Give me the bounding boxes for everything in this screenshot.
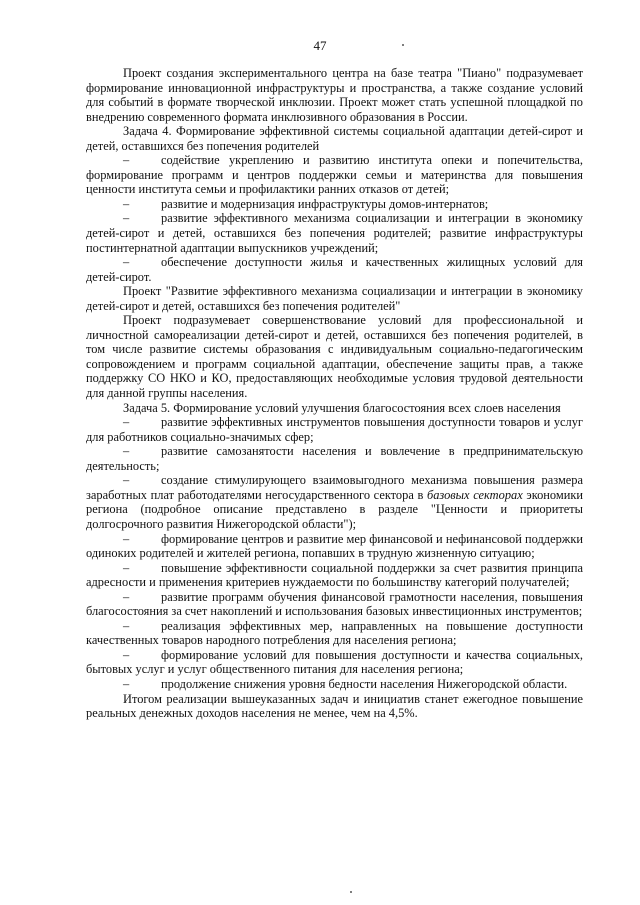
list-item: – продолжение снижения уровня бедности населения Нижегородской области.	[123, 676, 568, 691]
task-4-heading: Задача 4. Формирование эффективной системы социальной адаптации детей-сирот и детей, оставшихся без попечения родителей	[86, 124, 583, 153]
project-description: Проект подразумевает совершенствование условий для профессиональной и личностной самореализации детей-сирот и детей, оставшихся без попечения родителей, в том числе развитие системы образования с индивидуальным социально-педагогическим сопровождением и программ социальной адаптации, обеспечение защиты прав, а также поддержку СО НКО и КО, предоставляющих необходимые условия трудовой деятельности для данной группы населения.	[86, 313, 583, 401]
list-item: – обеспечение доступности жилья и качественных жилищных условий для детей-сирот.	[86, 255, 583, 284]
list-item: – повышение эффективности социальной поддержки за счет развития принципа адресности и применения критериев нуждаемости по большинству категорий получателей;	[86, 560, 583, 590]
list-item: – развитие программ обучения финансовой грамотности населения, повышения благосостояния за счет накоплений и использования базовых инвестиционных инструментов;	[86, 589, 583, 619]
dash-marker: –	[123, 676, 130, 691]
dash-marker: –	[123, 211, 130, 226]
task-5-heading: Задача 5. Формирование условий улучшения благосостояния всех слоев населения	[123, 400, 561, 415]
list-item: – развитие самозанятости населения и вовлечение в предпринимательскую деятельность;	[86, 444, 583, 473]
document-body	[86, 66, 583, 721]
emphasis-base-sectors: базовых секторах	[426, 487, 523, 502]
dash-marker: –	[123, 560, 130, 575]
dash-marker: –	[123, 531, 130, 546]
list-item: – развитие эффективного механизма социализации и интеграции в экономику детей-сирот и детей, оставшихся без попечения родителей; развитие инфраструктуры постинтернатной адаптации выпускников учреждений;	[86, 211, 583, 255]
scan-speck	[350, 891, 352, 893]
dash-marker: –	[123, 255, 130, 270]
list-item: – формирование условий для повышения доступности и качества социальных, бытовых услуг и услуг общественного питания для населения региона;	[86, 647, 583, 677]
list-item: – создание стимулирующего взаимовыгодного механизма повышения размера заработных плат работодателями негосударственного сектора в базовых секторах экономики региона (подробное описание представлено в разделе "Ценности и приоритеты долгосрочного развития Нижегородской области");	[86, 473, 583, 531]
list-item: – формирование центров и развитие мер финансовой и нефинансовой поддержки одиноких родителей и жителей региона, попавших в трудную жизненную ситуацию;	[86, 531, 583, 561]
dash-marker: –	[123, 415, 130, 430]
list-item: – содействие укреплению и развитию института опеки и попечительства, формирование программ и центров поддержки семьи и материнства для повышения ценности института семьи и профилактики ранних отказов от детей;	[86, 153, 583, 197]
dash-marker: –	[123, 589, 130, 604]
dash-marker: –	[123, 196, 130, 211]
conclusion-paragraph: Итогом реализации вышеуказанных задач и инициатив станет ежегодное повышение реальных денежных доходов населения не менее, чем на 4,5%.	[86, 691, 583, 721]
list-item: – развитие и модернизация инфраструктуры домов-интернатов;	[123, 196, 489, 211]
list-item: – развитие эффективных инструментов повышения доступности товаров и услуг для работников социально-значимых сфер;	[86, 415, 583, 444]
dash-marker: –	[123, 153, 130, 168]
dash-marker: –	[123, 473, 130, 488]
list-item: – реализация эффективных мер, направленных на повышение доступности качественных товаров народного потребления для населения региона;	[86, 618, 583, 648]
paragraph-piano-project: Проект создания экспериментального центра на базе театра "Пиано" подразумевает формирование инновационной инфраструктуры и пространства, а также создание условий для событий в формате творческой инклюзии. Проект может стать успешной площадкой по внедрению современного формата инклюзивного образования в России.	[86, 66, 583, 124]
dash-marker: –	[123, 444, 130, 459]
scan-speck	[402, 44, 404, 46]
dash-marker: –	[123, 647, 130, 662]
dash-marker: –	[123, 618, 130, 633]
project-title: Проект "Развитие эффективного механизма социализации и интеграции в экономику детей-сирот и детей, оставшихся без попечения родителей"	[86, 284, 583, 313]
page-number: 47	[313, 38, 327, 53]
